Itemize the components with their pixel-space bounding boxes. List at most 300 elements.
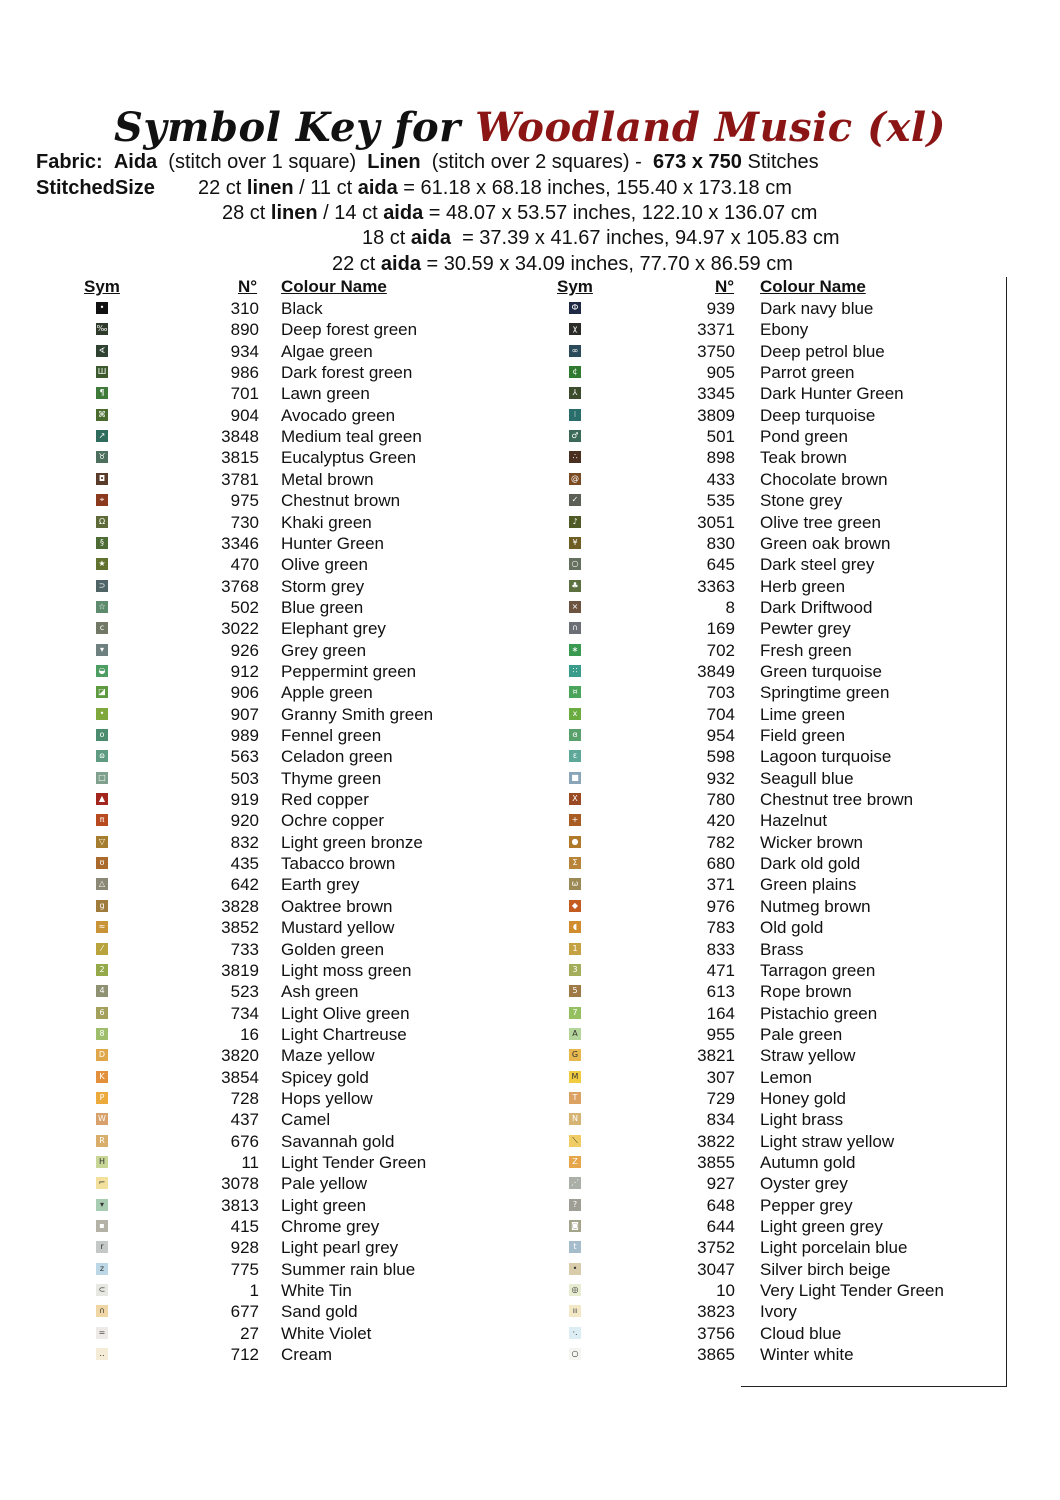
- dmc-number: 3345: [697, 384, 735, 404]
- table-row: [0, 341, 1060, 362]
- colour-name: Tarragon green: [760, 960, 876, 980]
- symbol-swatch: ♂: [569, 430, 581, 442]
- table-row: [0, 1131, 1060, 1152]
- symbol-swatch: Z: [569, 1156, 581, 1168]
- symbol-swatch: ○: [569, 1348, 581, 1360]
- dmc-number: 503: [230, 768, 259, 788]
- table-row: [0, 1109, 1060, 1130]
- symbol-swatch: Χ: [569, 793, 581, 805]
- symbol-swatch: N: [569, 1113, 581, 1125]
- table-row: [0, 1067, 1060, 1088]
- symbol-swatch: Ω: [96, 516, 108, 528]
- colour-name: Oyster grey: [760, 1174, 848, 1194]
- dmc-number: 780: [706, 790, 735, 810]
- colour-name: Pepper grey: [760, 1195, 853, 1215]
- colour-name: Winter white: [760, 1345, 854, 1365]
- symbol-swatch: G: [569, 1049, 581, 1061]
- colour-name: Storm grey: [281, 576, 365, 596]
- symbol-swatch: 5: [569, 985, 581, 997]
- fabric-line: [36, 150, 819, 174]
- symbol-swatch: ⋰: [571, 1178, 579, 1188]
- dmc-number: 3750: [697, 341, 735, 361]
- table-border-bottom: [741, 1386, 1007, 1387]
- symbol-swatch: 7: [569, 1007, 581, 1019]
- dmc-number: 976: [706, 896, 735, 916]
- colour-name: Pistachio green: [760, 1003, 878, 1023]
- colour-name: Chocolate brown: [760, 469, 888, 489]
- colour-name: White Tin: [281, 1281, 352, 1301]
- table-row: [0, 405, 1060, 426]
- table-row: [0, 896, 1060, 917]
- dmc-number: 433: [706, 469, 735, 489]
- colour-name: Eucalyptus Green: [281, 448, 417, 468]
- colour-name: Pewter grey: [760, 619, 851, 639]
- symbol-swatch: K: [96, 1071, 108, 1083]
- symbol-swatch: •: [96, 708, 108, 720]
- symbol-swatch: χ: [569, 323, 581, 335]
- colour-name: Light moss green: [281, 960, 412, 980]
- symbol-swatch: P: [96, 1092, 108, 1104]
- symbol-swatch: ∢: [96, 345, 108, 357]
- table-row: [0, 832, 1060, 853]
- dmc-number: 645: [706, 555, 735, 575]
- dmc-number: 906: [230, 683, 259, 703]
- table-row: [0, 533, 1060, 554]
- dmc-number: 535: [706, 491, 735, 511]
- symbol-swatch: 2: [96, 964, 108, 976]
- header-sym-right: Sym: [557, 277, 593, 296]
- symbol-swatch: ¤: [569, 686, 581, 698]
- table-row: [0, 618, 1060, 639]
- colour-name: Dark navy blue: [760, 299, 874, 318]
- colour-name: Deep petrol blue: [760, 341, 885, 361]
- dmc-number: 3820: [221, 1046, 259, 1066]
- symbol-swatch: Ф: [569, 302, 581, 314]
- dmc-number: 701: [230, 384, 259, 404]
- colour-name: Summer rain blue: [281, 1259, 416, 1279]
- dmc-number: 10: [716, 1281, 735, 1301]
- stitched-size-line: 22 ct aida = 30.59 x 34.09 inches, 77.70 x 86.59 cm: [332, 253, 793, 275]
- dmc-number: 3078: [221, 1174, 259, 1194]
- stitched-size-line: 22 ct linen / 11 ct aida = 61.18 x 68.18 inches, 155.40 x 173.18 cm: [198, 177, 792, 199]
- table-row: [0, 960, 1060, 981]
- dmc-number: 164: [706, 1003, 735, 1023]
- symbol-swatch: r: [96, 1241, 108, 1253]
- table-row: [0, 661, 1060, 682]
- dmc-number: 307: [706, 1067, 735, 1087]
- dmc-number: 563: [230, 747, 259, 767]
- symbol-swatch: ‰: [96, 324, 108, 334]
- colour-name: Chrome grey: [281, 1217, 380, 1237]
- symbol-swatch: ω: [569, 878, 581, 890]
- symbol-swatch: §: [96, 537, 108, 549]
- dmc-number: 3865: [697, 1345, 735, 1365]
- table-row: [0, 725, 1060, 746]
- dmc-number: 955: [706, 1024, 735, 1044]
- symbol-swatch: 6: [96, 1007, 108, 1019]
- dmc-number: 927: [706, 1174, 735, 1194]
- table-row: [0, 426, 1060, 447]
- dmc-number: 986: [230, 363, 259, 383]
- table-row: [0, 490, 1060, 511]
- dmc-number: 3371: [697, 320, 735, 340]
- stitched-size-line: 28 ct linen / 14 ct aida = 48.07 x 53.57 inches, 122.10 x 136.07 cm: [222, 202, 818, 224]
- dmc-number: 371: [706, 875, 735, 895]
- symbol-swatch: D: [96, 1049, 108, 1061]
- dmc-number: 904: [230, 405, 259, 425]
- dmc-number: 310: [230, 299, 259, 318]
- symbol-swatch: ɞ: [569, 729, 581, 741]
- dmc-number: 598: [706, 747, 735, 767]
- dmc-number: 907: [230, 704, 259, 724]
- dmc-number: 3852: [221, 918, 259, 938]
- colour-name: Granny Smith green: [281, 704, 434, 724]
- symbol-swatch: ⊃: [96, 580, 108, 592]
- dmc-number: 729: [706, 1088, 735, 1108]
- dmc-number: 919: [230, 790, 259, 810]
- symbol-swatch: ∷: [569, 665, 581, 677]
- table-row: [0, 1301, 1060, 1322]
- dmc-number: 832: [230, 832, 259, 852]
- dmc-number: 3815: [221, 448, 259, 468]
- colour-name: Chestnut brown: [281, 491, 401, 511]
- colour-name: Pale green: [760, 1024, 843, 1044]
- table-row: [0, 640, 1060, 661]
- symbol-swatch: Ш: [97, 367, 107, 377]
- dmc-number: 920: [230, 811, 259, 831]
- dmc-number: 3848: [221, 427, 259, 447]
- page-title: [0, 104, 1060, 151]
- symbol-swatch: t: [569, 1241, 581, 1253]
- colour-name: Blue green: [281, 597, 364, 617]
- colour-name: Hops yellow: [281, 1088, 373, 1108]
- colour-name: Celadon green: [281, 747, 393, 767]
- table-row: [0, 810, 1060, 831]
- colour-name: Red copper: [281, 790, 369, 810]
- dmc-number: 704: [706, 704, 735, 724]
- symbol-swatch: ◆: [569, 900, 581, 912]
- symbol-swatch: ∗: [569, 644, 581, 656]
- symbol-swatch: ◒: [96, 665, 108, 677]
- dmc-number: 471: [706, 960, 735, 980]
- table-row: [0, 853, 1060, 874]
- colour-name: Dark forest green: [281, 363, 413, 383]
- symbol-swatch: △: [96, 878, 108, 890]
- symbol-swatch: ıı: [569, 1305, 581, 1317]
- symbol-swatch: ◪: [96, 686, 108, 698]
- colour-name: Camel: [281, 1110, 331, 1130]
- dmc-number: 3813: [221, 1195, 259, 1215]
- colour-name: Savannah gold: [281, 1131, 395, 1151]
- colour-name: Spicey gold: [281, 1067, 369, 1087]
- table-row: [0, 298, 1060, 319]
- dmc-number: 898: [706, 448, 735, 468]
- colour-name: Light Tender Green: [281, 1153, 427, 1172]
- colour-name: Dark steel grey: [760, 555, 875, 575]
- symbol-swatch: ɷ: [96, 750, 108, 762]
- symbol-swatch: H: [96, 1156, 108, 1168]
- symbol-swatch: ‥: [96, 1348, 108, 1360]
- colour-name: Light straw yellow: [760, 1131, 895, 1151]
- symbol-swatch: ♉: [96, 451, 108, 463]
- symbol-swatch: o: [96, 729, 108, 741]
- dmc-number: 989: [230, 726, 259, 745]
- symbol-swatch: ✓: [569, 494, 581, 506]
- header-name-right: Colour Name: [760, 277, 866, 296]
- symbol-swatch: g: [96, 900, 108, 912]
- colour-name: Chestnut tree brown: [760, 790, 914, 810]
- table-row: [0, 682, 1060, 703]
- symbol-swatch: ▾: [96, 644, 108, 656]
- stitch-count: 673 x 750: [652, 151, 742, 173]
- dmc-number: 470: [230, 555, 259, 575]
- dmc-number: 3823: [697, 1302, 735, 1322]
- dmc-number: 3022: [221, 619, 259, 639]
- colour-name: Light green grey: [760, 1217, 883, 1237]
- dmc-number: 730: [230, 512, 259, 532]
- table-row: [0, 1195, 1060, 1216]
- colour-name: Black: [281, 299, 323, 318]
- dmc-number: 3828: [221, 896, 259, 916]
- colour-name: Metal brown: [281, 469, 374, 489]
- colour-name: Lemon: [760, 1067, 812, 1087]
- table-row: [0, 319, 1060, 340]
- colour-name: Ebony: [760, 320, 809, 340]
- symbol-swatch: T: [569, 1092, 581, 1104]
- dmc-number: 420: [706, 811, 735, 831]
- colour-name: Autumn gold: [760, 1153, 856, 1172]
- colour-name: Light porcelain blue: [760, 1238, 908, 1258]
- colour-name: Pale yellow: [281, 1174, 367, 1194]
- dmc-number: 928: [230, 1238, 259, 1258]
- symbol-swatch: 8: [96, 1028, 108, 1040]
- dmc-number: 3768: [221, 576, 259, 596]
- symbol-swatch: ∞: [569, 345, 581, 357]
- symbol-swatch: □: [96, 772, 108, 784]
- dmc-number: 501: [706, 427, 735, 447]
- colour-name: Grey green: [281, 640, 367, 660]
- dmc-number: 3363: [697, 576, 735, 596]
- colour-name: Lawn green: [281, 384, 370, 404]
- dmc-number: 644: [706, 1217, 735, 1237]
- colour-name: Straw yellow: [760, 1046, 856, 1066]
- dmc-number: 830: [706, 533, 735, 553]
- dmc-number: 676: [230, 1131, 259, 1151]
- colour-name: Sand gold: [281, 1302, 358, 1322]
- colour-name: Ochre copper: [281, 811, 384, 831]
- colour-name: Algae green: [281, 341, 373, 361]
- colour-name: Earth grey: [281, 875, 360, 895]
- colour-name: Deep forest green: [281, 320, 418, 340]
- dmc-number: 890: [230, 320, 259, 340]
- colour-name: Green oak brown: [760, 533, 891, 553]
- symbol-swatch: ∴: [569, 451, 581, 463]
- dmc-number: 11: [241, 1153, 259, 1172]
- colour-name: White Violet: [281, 1323, 372, 1343]
- dmc-number: 642: [230, 875, 259, 895]
- colour-name: Maze yellow: [281, 1046, 375, 1066]
- header-num-left: N°: [238, 277, 258, 296]
- symbol-swatch: Σ: [569, 857, 581, 869]
- symbol-swatch: z: [96, 1263, 108, 1275]
- symbol-swatch: 3: [569, 964, 581, 976]
- symbol-swatch: ⅄: [569, 387, 581, 399]
- dmc-number: 912: [230, 661, 259, 681]
- symbol-swatch: ⁄: [96, 943, 108, 955]
- colour-name: Silver birch beige: [760, 1259, 891, 1279]
- fabric-aida: Aida: [113, 151, 158, 173]
- table-row: [0, 1024, 1060, 1045]
- colour-name: Elephant grey: [281, 619, 386, 639]
- colour-name: Green turquoise: [760, 661, 882, 681]
- dmc-number: 3051: [697, 512, 735, 532]
- symbol-swatch: 1: [569, 943, 581, 955]
- colour-name: Light Chartreuse: [281, 1024, 407, 1044]
- colour-name: Ash green: [281, 982, 359, 1002]
- symbol-swatch: ?: [569, 1199, 581, 1211]
- symbol-swatch: ·.: [569, 1327, 581, 1339]
- colour-name: Tabacco brown: [281, 854, 396, 874]
- symbol-swatch: ∩: [96, 1305, 108, 1317]
- colour-name: Springtime green: [760, 683, 890, 703]
- colour-name: Medium teal green: [281, 427, 422, 447]
- dmc-number: 3346: [221, 533, 259, 553]
- colour-name: Teak brown: [760, 448, 847, 468]
- colour-name: Golden green: [281, 939, 385, 959]
- symbol-swatch: ¢: [569, 366, 581, 378]
- table-row: [0, 981, 1060, 1002]
- dmc-number: 905: [706, 363, 735, 383]
- symbol-swatch: ○: [569, 558, 581, 570]
- dmc-number: 783: [706, 918, 735, 938]
- dmc-number: 3854: [221, 1067, 259, 1087]
- colour-name: Cloud blue: [760, 1323, 842, 1343]
- table-row: [0, 1259, 1060, 1280]
- table-row: [0, 874, 1060, 895]
- dmc-number: 3821: [697, 1046, 735, 1066]
- colour-name: Cream: [281, 1345, 333, 1365]
- table-row: [0, 362, 1060, 383]
- symbol-swatch: ⌖: [96, 494, 108, 506]
- symbol-swatch: ×: [569, 601, 581, 613]
- table-row: [0, 576, 1060, 597]
- colour-name: Fennel green: [281, 726, 382, 745]
- dmc-number: 3809: [697, 405, 735, 425]
- colour-name: Dark old gold: [760, 854, 861, 874]
- symbol-swatch: R: [96, 1135, 108, 1147]
- symbol-swatch: ☆: [96, 601, 108, 613]
- symbol-swatch: =: [96, 1327, 108, 1339]
- table-row: [0, 704, 1060, 725]
- table-row: [0, 768, 1060, 789]
- symbol-swatch: x: [569, 708, 581, 720]
- symbol-swatch: ◎: [569, 1284, 581, 1296]
- colour-name: Light brass: [760, 1110, 844, 1130]
- dmc-number: 648: [706, 1195, 735, 1215]
- symbol-swatch: ▽: [96, 836, 108, 848]
- symbol-swatch: A: [569, 1028, 581, 1040]
- symbol-swatch: ★: [96, 558, 108, 570]
- dmc-number: 523: [230, 982, 259, 1002]
- table-row: [0, 1045, 1060, 1066]
- colour-name: Parrot green: [760, 363, 855, 383]
- title-prefix: Symbol Key for: [114, 104, 461, 151]
- table-row: [0, 939, 1060, 960]
- symbol-swatch: ⌘: [98, 409, 106, 419]
- table-row: [0, 597, 1060, 618]
- colour-name: Dark Driftwood: [760, 597, 873, 617]
- table-row: [0, 1280, 1060, 1301]
- symbol-swatch: ⌐: [96, 1177, 108, 1189]
- dmc-number: 782: [706, 832, 735, 852]
- symbol-swatch: ♪: [569, 516, 581, 528]
- dmc-number: 3849: [697, 661, 735, 681]
- table-row: [0, 512, 1060, 533]
- dmc-number: 939: [706, 299, 735, 318]
- dmc-number: 613: [706, 982, 735, 1002]
- header-name-left: Colour Name: [281, 277, 387, 296]
- symbol-swatch: •: [96, 302, 108, 314]
- table-row: [0, 1344, 1060, 1365]
- symbol-swatch: M: [569, 1071, 581, 1083]
- fabric-aida-note: (stitch over 1 square): [168, 151, 357, 173]
- table-row: [0, 1152, 1060, 1173]
- dmc-number: 3756: [697, 1323, 735, 1343]
- symbol-swatch: ⊂: [96, 1284, 108, 1296]
- colour-name: Apple green: [281, 683, 373, 703]
- stitches-word: Stitches: [747, 151, 819, 173]
- dmc-number: 415: [230, 1217, 259, 1237]
- colour-name: Hazelnut: [760, 811, 828, 831]
- symbol-swatch: ⟍: [569, 1135, 581, 1147]
- symbol-swatch: •: [569, 1263, 581, 1275]
- dmc-number: 435: [230, 854, 259, 874]
- dmc-number: 3819: [221, 960, 259, 980]
- colour-name: Light green bronze: [281, 832, 423, 852]
- dmc-number: 775: [230, 1259, 259, 1279]
- dmc-number: 3047: [697, 1259, 735, 1279]
- colour-name: Brass: [760, 939, 804, 959]
- colour-name: Thyme green: [281, 768, 382, 788]
- colour-name: Deep turquoise: [760, 405, 876, 425]
- table-row: [0, 1173, 1060, 1194]
- stitched-size-label: StitchedSize: [36, 177, 155, 199]
- dmc-number: 834: [706, 1110, 735, 1130]
- table-row: [0, 1237, 1060, 1258]
- symbol-swatch: ⁝: [569, 409, 581, 421]
- symbol-swatch: ◙: [569, 1220, 581, 1232]
- symbol-swatch: ↗: [96, 430, 108, 442]
- colour-name: Light Olive green: [281, 1003, 410, 1023]
- colour-name: Light green: [281, 1195, 367, 1215]
- symbol-swatch: π: [96, 814, 108, 826]
- colour-name: Very Light Tender Green: [760, 1281, 944, 1301]
- dmc-number: 437: [230, 1110, 259, 1130]
- table-row: [0, 1323, 1060, 1344]
- colour-name: Rope brown: [760, 982, 852, 1002]
- stitched-size-line: 18 ct aida = 37.39 x 41.67 inches, 94.97 x 105.83 cm: [362, 227, 840, 249]
- dmc-number: 728: [230, 1088, 259, 1108]
- symbol-swatch: ≈: [96, 921, 108, 933]
- table-row: [0, 1088, 1060, 1109]
- colour-name: Oaktree brown: [281, 896, 393, 916]
- symbol-swatch: ●: [569, 836, 581, 848]
- colour-name: Green plains: [760, 875, 857, 895]
- colour-name: Honey gold: [760, 1088, 847, 1108]
- dmc-number: 703: [706, 683, 735, 703]
- symbol-swatch: ∩: [569, 622, 581, 634]
- symbol-swatch: ¶: [96, 387, 108, 399]
